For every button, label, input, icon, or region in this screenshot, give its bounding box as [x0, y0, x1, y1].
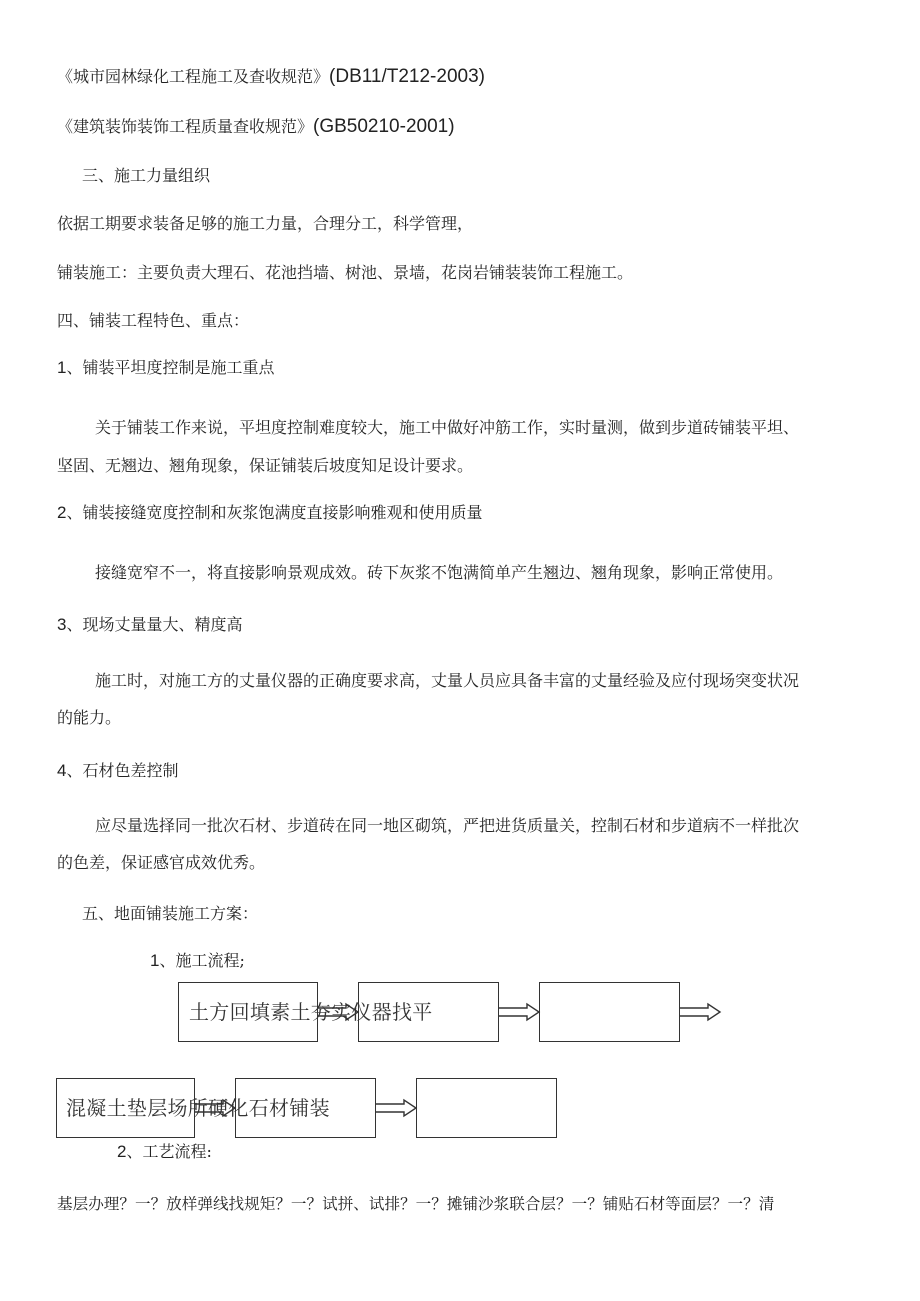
section-3-heading: 三、施工力量组织 [82, 166, 211, 185]
item-1-body-line-1: 关于铺装工作来说，平坦度控制难度较大，施工中做好冲筋工作，实时量测，做到步道砖铺装平坦、 [95, 418, 800, 437]
item-1-body-line-2: 坚固、无翘边、翘角现象，保证铺装后坡度知足设计要求。 [57, 456, 474, 475]
flow-row-2-text: 混凝土垫层场所硬化石材铺装 [66, 1096, 330, 1120]
step-2-number: 2 [117, 1142, 127, 1161]
flow-arrow-5 [376, 1098, 418, 1118]
item-4-body-line-2: 的色差，保证感官成效优秀。 [57, 853, 266, 872]
flow-box-3 [539, 982, 680, 1042]
item-3-title-text: 、现场丈量量大、精度高 [66, 615, 243, 634]
item-4-number: 4 [57, 761, 67, 780]
item-3-number: 3 [57, 615, 67, 634]
flow-row-1-text: 土方回填素土夯实仪器找平 [189, 1000, 433, 1024]
item-1-number: 1 [57, 358, 67, 377]
section-3-paragraph-2: 铺装施工：主要负责大理石、花池挡墙、树池、景墙，花岗岩铺装装饰工程施工。 [57, 263, 634, 282]
flow-box-6 [416, 1078, 557, 1138]
standard-1-title: 《城市园林绿化工程施工及查收规范》 [57, 67, 330, 86]
item-2-body-line-1: 接缝宽窄不一，将直接影响景观成效。砖下灰浆不饱满简单产生翘边、翘角现象，影响正常使用。 [95, 563, 784, 582]
standard-2-code: (GB50210-2001) [313, 116, 455, 137]
item-3-title [57, 614, 242, 636]
item-3-body-line-2: 的能力。 [57, 708, 122, 727]
item-3-body-line-1: 施工时，对施工方的丈量仪器的正确度要求高，丈量人员应具备丰富的丈量经验及应付现场突变状况 [95, 671, 800, 690]
item-4-title-text: 、石材色差控制 [66, 761, 179, 780]
section-5-heading: 五、地面铺装施工方案： [82, 904, 259, 923]
standard-1-code: (DB11/T212-2003) [329, 66, 485, 87]
item-2-title [57, 502, 482, 524]
item-1-title [57, 357, 274, 379]
section-4-heading: 四、铺装工程特色、重点： [57, 311, 250, 330]
step-1-label [150, 950, 245, 972]
item-1-title-text: 、铺装平坦度控制是施工重点 [66, 358, 275, 377]
standard-2 [57, 116, 455, 138]
standard-1 [57, 66, 485, 88]
item-4-body-line-1: 应尽量选择同一批次石材、步道砖在同一地区砌筑，严把进货质量关，控制石材和步道病不一样批次 [95, 816, 800, 835]
item-2-number: 2 [57, 503, 67, 522]
section-3-paragraph-1: 依据工期要求装备足够的施工力量，合理分工，科学管理， [57, 214, 474, 233]
step-2-label-text: 、工艺流程: [126, 1142, 212, 1161]
item-4-title [57, 760, 178, 782]
standard-2-title: 《建筑装饰装饰工程质量查收规范》 [57, 117, 314, 136]
item-2-title-text: 、铺装接缝宽度控制和灰浆饱满度直接影响雅观和使用质量 [66, 503, 483, 522]
step-2-label [117, 1141, 212, 1163]
flow-arrow-2 [499, 1002, 541, 1022]
step-1-number: 1 [150, 951, 160, 970]
step-1-label-text: 、施工流程; [159, 951, 245, 970]
process-line: 基层办理？一？放样弹线找规矩？一？试拼、试排？一？摊铺沙浆联合层？一？铺贴石材等面层？一？清 [57, 1195, 775, 1213]
flow-arrow-3 [680, 1002, 722, 1022]
